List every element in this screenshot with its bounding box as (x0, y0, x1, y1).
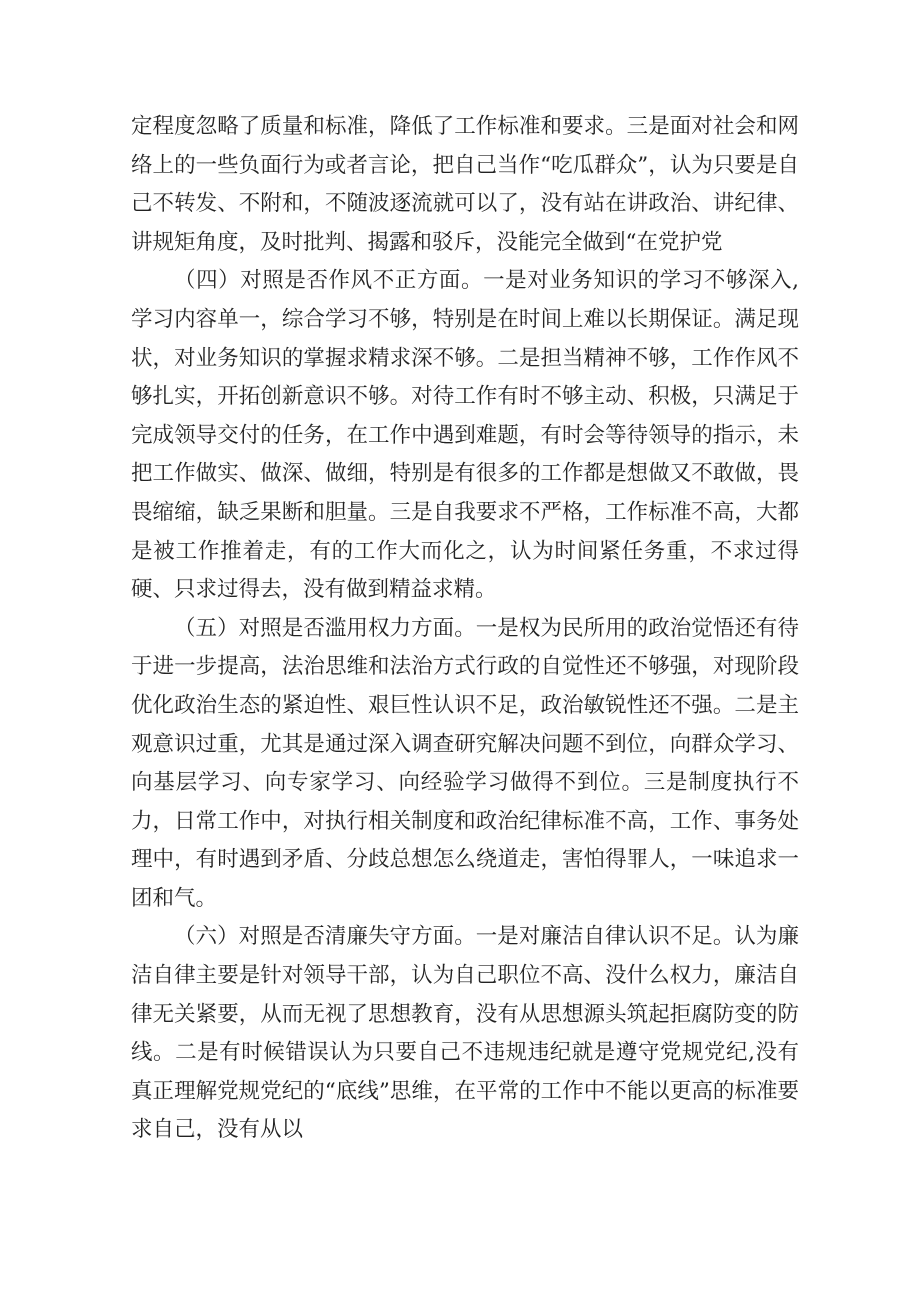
paragraph-continuation: 定程度忽略了质量和标准，降低了工作标准和要求。三是面对社会和网络上的一些负面行为或者言论，把自己当作“吃瓜群众”，认为只要是自己不转发、不附和，不随波逐流就可以了，没有站在讲政治、讲纪律、讲规矩角度，及时批判、揭露和驳斥，没能完全做到“在党护党 (131, 114, 799, 255)
document-body (131, 108, 799, 1150)
paragraph-section-6: （六）对照是否清廉失守方面。一是对廉洁自律认识不足。认为廉洁自律主要是针对领导干部，认为自己职位不高、没什么权力，廉洁自律无关紧要，从而无视了思想教育，没有从思想源头筑起拒腐防变的防线。二是有时候错误认为只要自己不违规违纪就是遵守党规党纪,没有真正理解党规党纪的“底线”思维，在平常的工作中不能以更高的标准要求自己，没有从以 (131, 924, 799, 1143)
paragraph-section-5: （五）对照是否滥用权力方面。一是权为民所用的政治觉悟还有待于进一步提高，法治思维和法治方式行政的自觉性还不够强，对现阶段优化政治生态的紧迫性、艰巨性认识不足，政治敏锐性还不强。二是主观意识过重，尤其是通过深入调查研究解决问题不到位，向群众学习、向基层学习、向专家学习、向经验学习做得不到位。三是制度执行不力，日常工作中，对执行相关制度和政治纪律标准不高，工作、事务处理中，有时遇到矛盾、分歧总想怎么绕道走，害怕得罪人，一味追求一团和气。 (131, 615, 799, 911)
paragraph-section-4: （四）对照是否作风不正方面。一是对业务知识的学习不够深入,学习内容单一，综合学习不够，特别是在时间上难以长期保证。满足现状，对业务知识的掌握求精求深不够。二是担当精神不够，工作作风不够扎实，开拓创新意识不够。对待工作有时不够主动、积极，只满足于完成领导交付的任务，在工作中遇到难题，有时会等待领导的指示，未把工作做实、做深、做细，特别是有很多的工作都是想做又不敢做，畏畏缩缩，缺乏果断和胆量。三是自我要求不严格，工作标准不高，大都是被工作推着走，有的工作大而化之，认为时间紧任务重，不求过得硬、只求过得去，没有做到精益求精。 (131, 268, 799, 603)
